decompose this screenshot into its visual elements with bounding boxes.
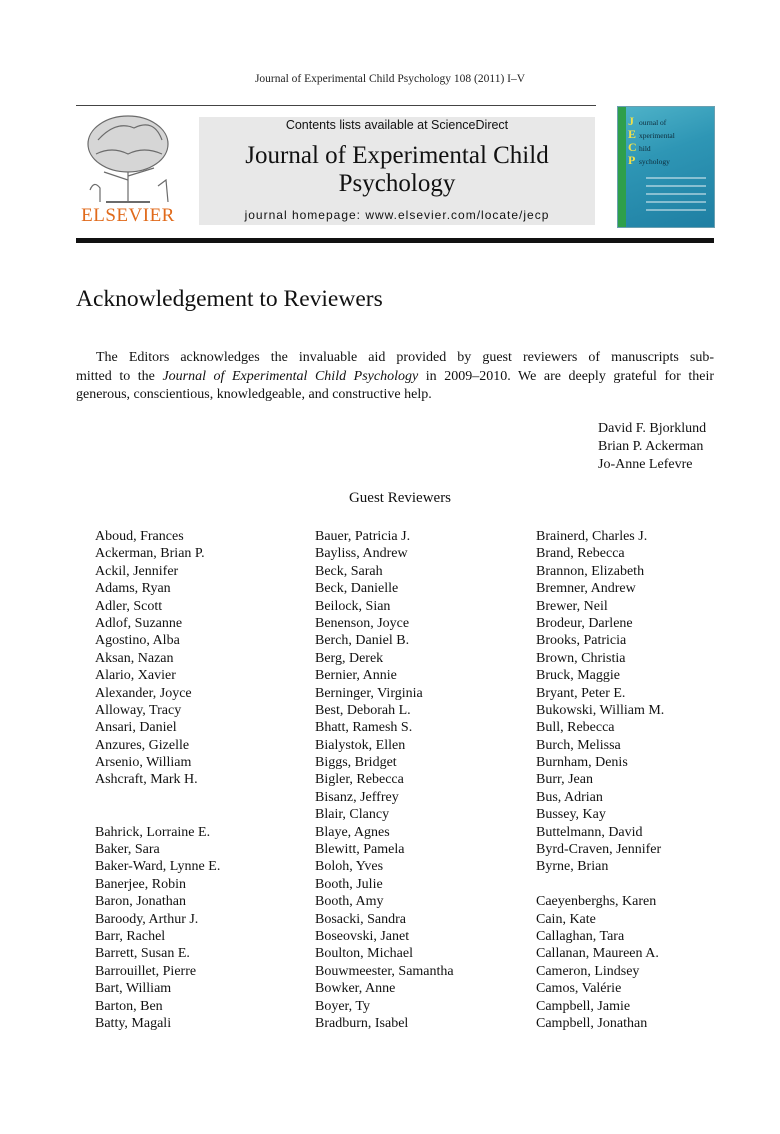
reviewer-name: Brown, Christia [536,650,626,666]
reviewer-name: Beilock, Sian [315,598,391,614]
reviewer-name: Berninger, Virginia [315,685,423,701]
reviewer-name: Blewitt, Pamela [315,842,405,858]
reviewer-name: Aksan, Nazan [95,650,174,666]
reviewer-name: Boseovski, Janet [315,928,410,944]
reviewer-name: Caeyenberghs, Karen [536,894,657,910]
reviewer-name: Bayliss, Andrew [315,546,408,562]
cover-word: sychology [639,157,670,166]
reviewer-name: Blair, Clancy [315,807,390,823]
reviewer-name: Beck, Danielle [315,581,399,597]
reviewer-name: Adler, Scott [95,598,163,614]
article-title: Acknowledgement to Reviewers [76,286,383,312]
cover-stripe [618,107,626,227]
cover-word: ournal of [639,118,667,127]
reviewer-name: Berg, Derek [315,650,384,666]
reviewer-name: Beck, Sarah [315,563,383,579]
cover-word: hild [639,144,651,153]
elsevier-wordmark: ELSEVIER [81,205,175,226]
reviewer-name: Bhatt, Ramesh S. [315,720,413,736]
reviewer-name: Barrouillet, Pierre [95,963,197,979]
masthead-rule [76,238,714,243]
reviewer-name: Cameron, Lindsey [536,963,640,979]
reviewer-name: Buttelmann, David [536,824,643,840]
reviewer-name: Brand, Rebecca [536,546,625,562]
reviewer-name: Brainerd, Charles J. [536,529,648,544]
reviewer-name: Bauer, Patricia J. [315,529,411,544]
reviewer-name: Cain, Kate [536,911,596,927]
journal-title-line2: Psychology [338,170,456,197]
reviewer-name: Ashcraft, Mark H. [95,772,198,788]
column-spacer [536,876,664,893]
reviewer-name: Byrd-Craven, Jennifer [536,842,662,858]
reviewer-name: Callanan, Maureen A. [536,946,659,962]
reviewer-name: Bull, Rebecca [536,720,615,736]
reviewer-name: Brodeur, Darlene [536,615,633,631]
reviewer-name: Brewer, Neil [536,598,608,614]
intro-line [76,368,714,387]
guest-reviewers-heading: Guest Reviewers [348,490,452,506]
reviewer-name: Barr, Rachel [95,928,166,944]
editor-signatures [598,420,706,474]
reviewer-name: Camos, Valérie [536,981,622,997]
reviewer-name: Bradburn, Isabel [315,1015,409,1031]
column-spacer [95,806,220,823]
reviewer-name: Adlof, Suzanne [95,615,183,631]
cover-letter: J [628,114,634,128]
reviewer-name: Banerjee, Robin [95,876,186,892]
reviewer-name: Campbell, Jamie [536,998,631,1014]
reviewer-name: Arsenio, William [95,755,192,771]
reviewer-name: Booth, Julie [315,876,383,892]
reviewer-name: Callaghan, Tara [536,928,625,944]
reviewer-name: Bowker, Anne [315,981,396,997]
reviewer-name: Burnham, Denis [536,755,628,771]
reviewer-name: Brooks, Patricia [536,633,627,649]
reviewer-name: Biggs, Bridget [315,755,397,771]
reviewer-name: Bialystok, Ellen [315,737,406,753]
cover-word: xperimental [639,131,675,140]
journal-title [199,142,595,198]
reviewer-name: Bus, Adrian [536,789,603,805]
reviewer-name: Barton, Ben [95,998,163,1014]
reviewer-name: Bosacki, Sandra [315,911,406,927]
editor-name: Brian P. Ackerman [598,439,704,454]
intro-text: mitted to the [76,368,163,384]
journal-masthead [199,117,595,225]
reviewer-name: Brannon, Elizabeth [536,563,645,579]
reviewer-name: Bisanz, Jeffrey [315,789,399,805]
reviewer-column-2 [315,528,454,1032]
intro-line: The Editors acknowledges the invaluable aid provided by guest reviewers of manuscripts sub- [96,350,714,365]
cover-letter: C [628,140,637,154]
reviewer-name: Bussey, Kay [536,807,606,823]
journal-homepage: journal homepage: www.elsevier.com/locate/jecp [244,208,550,222]
editor-name: David F. Bjorklund [598,421,707,436]
reviewer-name: Campbell, Jonathan [536,1015,648,1031]
reviewer-name: Blaye, Agnes [315,824,390,840]
reviewer-name: Alloway, Tracy [95,702,182,718]
reviewer-name: Burr, Jean [536,772,593,788]
reviewer-name: Bouwmeester, Samantha [315,963,454,979]
reviewer-name: Bigler, Rebecca [315,772,404,788]
reviewer-column-1 [95,528,220,1032]
cover-letter: P [628,153,636,167]
reviewer-name: Bernier, Annie [315,668,397,684]
column-spacer [95,789,220,806]
reviewer-name: Bruck, Maggie [536,668,620,684]
reviewer-name: Bremner, Andrew [536,581,636,597]
reviewer-name: Barrett, Susan E. [95,946,190,962]
reviewer-name: Alario, Xavier [95,668,176,684]
reviewer-name: Benenson, Joyce [315,615,410,631]
reviewer-name: Baron, Jonathan [95,894,186,910]
intro-line: generous, conscientious, knowledgeable, and constructive help. [76,387,432,402]
reviewer-name: Batty, Magali [95,1015,172,1031]
reviewer-name: Bryant, Peter E. [536,685,626,701]
cover-decoration [646,177,706,217]
cover-letter: E [628,127,637,141]
reviewer-name: Burch, Melissa [536,737,621,753]
reviewer-name: Bahrick, Lorraine E. [95,824,211,840]
reviewer-name: Bukowski, William M. [536,702,665,718]
editor-name: Jo-Anne Lefevre [598,457,693,472]
reviewer-name: Booth, Amy [315,894,384,910]
journal-cover-thumbnail [617,106,715,228]
reviewer-name: Baker, Sara [95,842,160,858]
intro-text: in 2009–2010. We are deeply grateful for their [418,368,714,384]
reviewer-name: Boloh, Yves [315,859,384,875]
reviewer-name: Aboud, Frances [95,529,184,544]
header-rule [76,105,596,106]
reviewer-name: Byrne, Brian [536,859,609,875]
reviewer-name: Bart, William [95,981,172,997]
tree-icon [76,110,180,206]
journal-title-line1: Journal of Experimental Child [245,142,549,169]
reviewer-name: Ackerman, Brian P. [95,546,205,562]
reviewer-name: Alexander, Joyce [95,685,192,701]
reviewer-name: Anzures, Gizelle [95,737,190,753]
cover-letters [628,115,637,167]
reviewer-name: Boulton, Michael [315,946,413,962]
journal-name-italic: Journal of Experimental Child Psychology [162,368,419,384]
reviewer-name: Agostino, Alba [95,633,180,649]
reviewer-name: Baroody, Arthur J. [95,911,199,927]
reviewer-name: Baker-Ward, Lynne E. [95,859,221,875]
cover-words [639,116,675,168]
contents-available-line: Contents lists available at ScienceDirect [285,118,509,132]
reviewer-name: Berch, Daniel B. [315,633,410,649]
reviewer-column-3 [536,528,664,1032]
reviewer-name: Boyer, Ty [315,998,370,1014]
intro-paragraph [76,349,714,405]
running-head: Journal of Experimental Child Psychology 108 (2011) I–V [254,73,526,85]
reviewer-name: Ackil, Jennifer [95,563,179,579]
reviewer-name: Adams, Ryan [95,581,171,597]
reviewer-name: Ansari, Daniel [95,720,177,736]
reviewer-name: Best, Deborah L. [315,702,411,718]
